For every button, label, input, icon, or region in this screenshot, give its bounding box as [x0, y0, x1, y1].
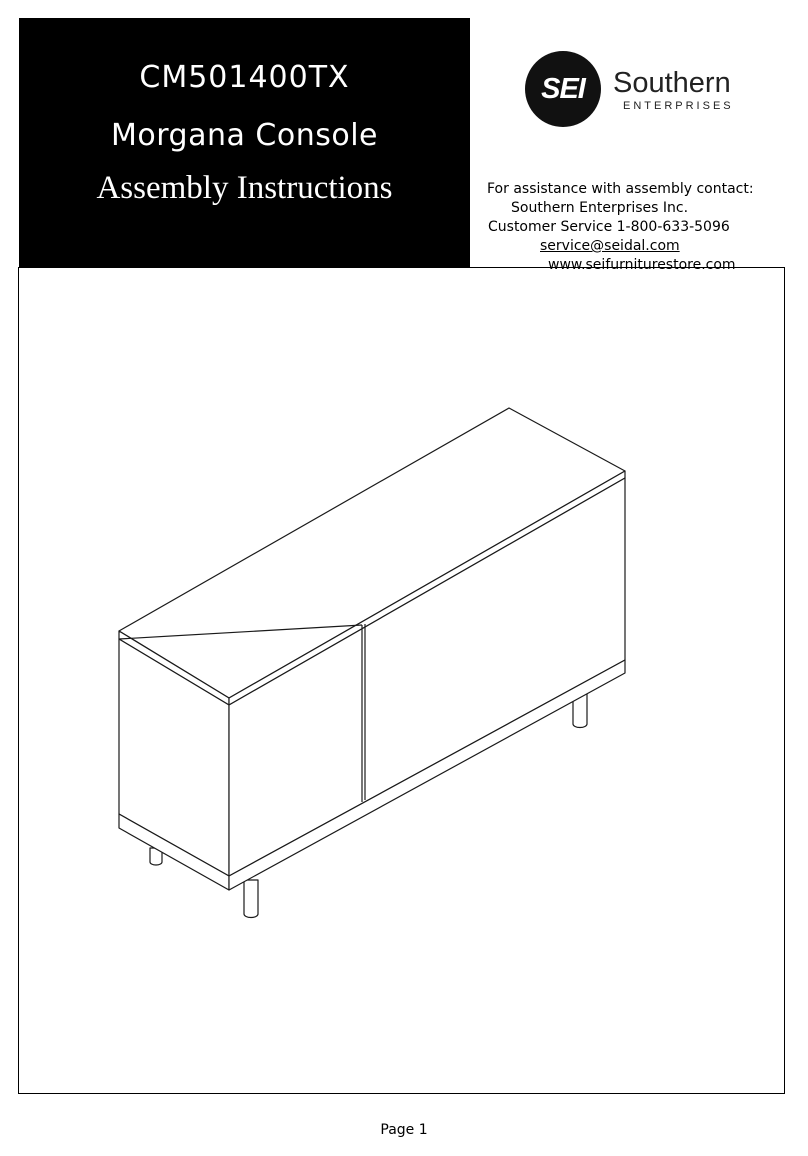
sei-logo-icon: SEI	[525, 51, 601, 127]
company-logo	[525, 51, 785, 127]
product-name: Morgana Console	[111, 118, 378, 153]
logo-company-name: Southern	[613, 67, 731, 99]
title-block	[19, 18, 470, 268]
model-number: CM501400TX	[139, 60, 350, 95]
front-right-leg	[244, 880, 258, 918]
contact-email-link[interactable]: service@seidal.com	[540, 238, 680, 254]
contact-company: Southern Enterprises Inc.	[511, 200, 689, 216]
contact-info	[470, 180, 790, 275]
document-title: Assembly Instructions	[96, 170, 393, 206]
illustration-frame	[18, 267, 785, 1094]
console-cabinet-icon	[19, 268, 784, 1093]
page-number: Page 1	[380, 1122, 428, 1138]
contact-website: www.seifurniturestore.com	[548, 257, 736, 273]
contact-intro: For assistance with assembly contact:	[487, 181, 754, 197]
logo-company-sub: ENTERPRISES	[623, 100, 734, 112]
contact-phone: Customer Service 1-800-633-5096	[488, 219, 730, 235]
